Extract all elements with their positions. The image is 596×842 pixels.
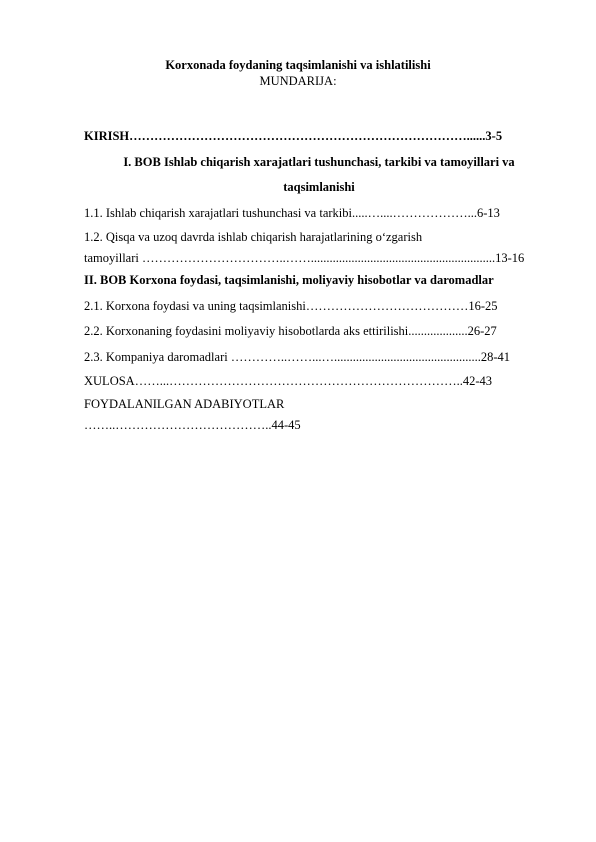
toc-entry-bob2-title: II. BOB Korxona foydasi, taqsimlanishi, moliyaviy hisobotlar va daromadlar — [84, 273, 494, 287]
toc-entry-1-2-cont: tamoyillari ……………………………..……...........................................................13-16 — [84, 251, 525, 265]
toc-entry-2-3: 2.3. Kompaniya daromadlari …………..……...…...............................................28-41 — [84, 350, 510, 364]
toc-entry-xulosa: XULOSA……...……………………………………………………………..42-43 — [84, 374, 492, 388]
toc-entry-kirish: KIRISH………………………………………………………………………......3-5 — [84, 129, 503, 143]
toc-entry-adabiyotlar-cont: ……..………………………………..44-45 — [84, 418, 301, 432]
toc-entry-2-1: 2.1. Korxona foydasi va uning taqsimlanishi…………………………………16-25 — [84, 299, 498, 313]
toc-entry-adabiyotlar: FOYDALANILGAN ADABIYOTLAR — [84, 397, 285, 411]
toc-entry-bob1-title: I. BOB Ishlab chiqarish xarajatlari tushunchasi, tarkibi va tamoyillari va — [123, 155, 515, 169]
toc-entry-1-2: 1.2. Qisqa va uzoq davrda ishlab chiqarish harajatlarining o‘zgarish — [84, 230, 423, 244]
toc-entry-bob1-title-cont: taqsimlanishi — [283, 180, 355, 194]
toc-entry-1-1: 1.1. Ishlab chiqarish xarajatlari tushunchasi va tarkibi.....…....………………...6-13 — [84, 206, 500, 220]
document-title: Korxonada foydaning taqsimlanishi va ishlatilishi — [165, 58, 431, 72]
contents-heading: MUNDARIJA: — [259, 74, 337, 88]
toc-entry-2-2: 2.2. Korxonaning foydasini moliyaviy hisobotlarda aks ettirilishi...................26-27 — [84, 324, 497, 338]
